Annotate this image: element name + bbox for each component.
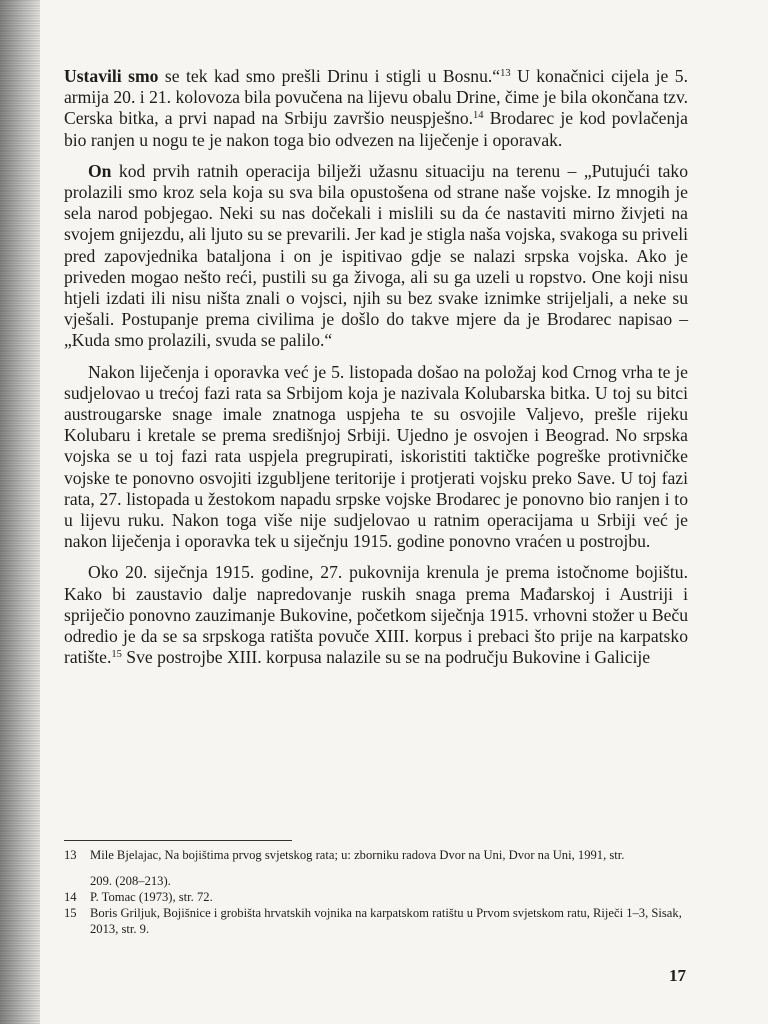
paragraph-text: Nakon liječenja i oporavka već je 5. listopada došao na položaj kod Crnog vrha te je sudjelovao u trećoj fazi rata sa Srbijom koja je nazivala Kolubarska bitka. U toj su bitci austrougarske snage imale znatnoga uspjeha te su osvojile Valjevo, prešle rijeku Kolubaru i kretale se prema središnjoj Srbiji. Ujedno je osvojen i Beograd. No srpska vojska se u toj fazi rata uspjela pregrupirati, iskoristiti taktičke pogreške protivničke vojske te ponovno osvojiti izgubljene teritorije i protjerati vojsku preko Save. U toj fazi rata, 27. listopada u žestokom napadu srpske vojske Brodarec je ponovno bio ranjen i to u lijevu ruku. Nakon toga više nije sudjelovao u ratnim operacijama u Srbiji već je nakon liječenja i oporavka tek u siječnju 1915. godine ponovno vraćen u postrojbu. xyxy=(64,361,688,552)
footnote-13 xyxy=(64,847,688,863)
paragraph-4 xyxy=(64,562,688,668)
footnote-number: 15 xyxy=(64,906,77,920)
page-number: 17 xyxy=(669,966,686,985)
footnote-ref: 15 xyxy=(111,649,122,661)
footnote-15 xyxy=(64,905,688,937)
footnote-number: 13 xyxy=(64,848,77,862)
paragraph-3 xyxy=(64,362,688,553)
paragraph-text: Oko 20. siječnja 1915. godine, 27. pukovnija krenula je prema istočnome bojištu. Kako bi zaustavio dalje napredovanje ruskih snaga prema Mađarskoj i Austriji i spriječio ponovno zauzimanje Bukovine, početkom siječnja 1915. vrhovni stožer u Beču odredio je da se sa srpskoga ratišta povuče XIII. korpus i prebaci što prije na karpatsko ratište. xyxy=(64,562,688,668)
main-text xyxy=(64,66,688,678)
paragraph-lead: Ustavili smo xyxy=(64,66,159,86)
paragraph-text: U konačnici cijela je 5. armija 20. i 21. kolovoza bila povučena na lijevu obalu Drine, čime je bila okončana tzv. Cerska bitka, a prvi napad na Srbiju završio neuspješno. xyxy=(64,66,689,129)
footnote-continuation: 209. (208–213). xyxy=(90,874,171,888)
footnote-divider xyxy=(64,840,292,841)
footnote-text: Boris Griljuk, Bojišnice i grobišta hrvatskih vojnika na karpatskom ratištu u Prvom svjetskom ratu, Riječi 1–3, Sisak, 2013, str. 9. xyxy=(90,906,682,936)
paragraph-lead: On xyxy=(88,160,112,181)
paragraph-2 xyxy=(64,161,688,352)
footnote-ref: 14 xyxy=(473,110,484,122)
footnote-text: Mile Bjelajac, Na bojištima prvog svjetskog rata; u: zborniku radova Dvor na Uni, Dvor na Uni, 1991, str. xyxy=(90,848,625,862)
paragraph-text: Sve postrojbe XIII. korpusa nalazile su se na području Bukovine i Galicije xyxy=(121,647,651,668)
paragraph-1 xyxy=(64,66,688,151)
footnote-ref: 13 xyxy=(500,68,511,79)
book-binding-shadow xyxy=(0,0,40,1024)
footnote-number: 14 xyxy=(64,890,77,904)
paragraph-text: kod prvih ratnih operacija bilježi užasnu situaciju na terenu – „Putujući tako prolazili smo kroz sela koja su sva bila opustošena od strane naše vojske. Iz mnogih je sela narod pobjegao. Neki su nas dočekali i mislili su da će nastaviti mirno živjeti na svojem gnijezdu, ali ljuto su se prevarili. Jer kad je stigla naša vojska, svakoga su priveli pred zapovjednika bataljona i on je ispitivao gdje se nalazi srpska vojska. Ako je priveden mogao nešto reći, pustili su ga živoga, ali su ga uzeli u ropstvo. One koji nisu htjeli izdati ili nisu ništa znali o vojsci, njih su bez svake iznimke strijeljali, a neke su vješali. Postupanje prema civilima je došlo do takve mjere da je Brodarec napisao – „Kuda smo prolazili, svuda se palilo.“ xyxy=(64,160,688,351)
footnote-text: P. Tomac (1973), str. 72. xyxy=(90,890,213,904)
paragraph-text: Brodarec je kod povlačenja bio ranjen u nogu te je nakon toga bio odvezen na liječenje i oporavak. xyxy=(64,108,688,150)
paragraph-text: se tek kad smo prešli Drinu i stigli u Bosnu.“ xyxy=(158,66,501,86)
footnotes xyxy=(64,847,688,937)
footnote-14 xyxy=(64,889,688,905)
